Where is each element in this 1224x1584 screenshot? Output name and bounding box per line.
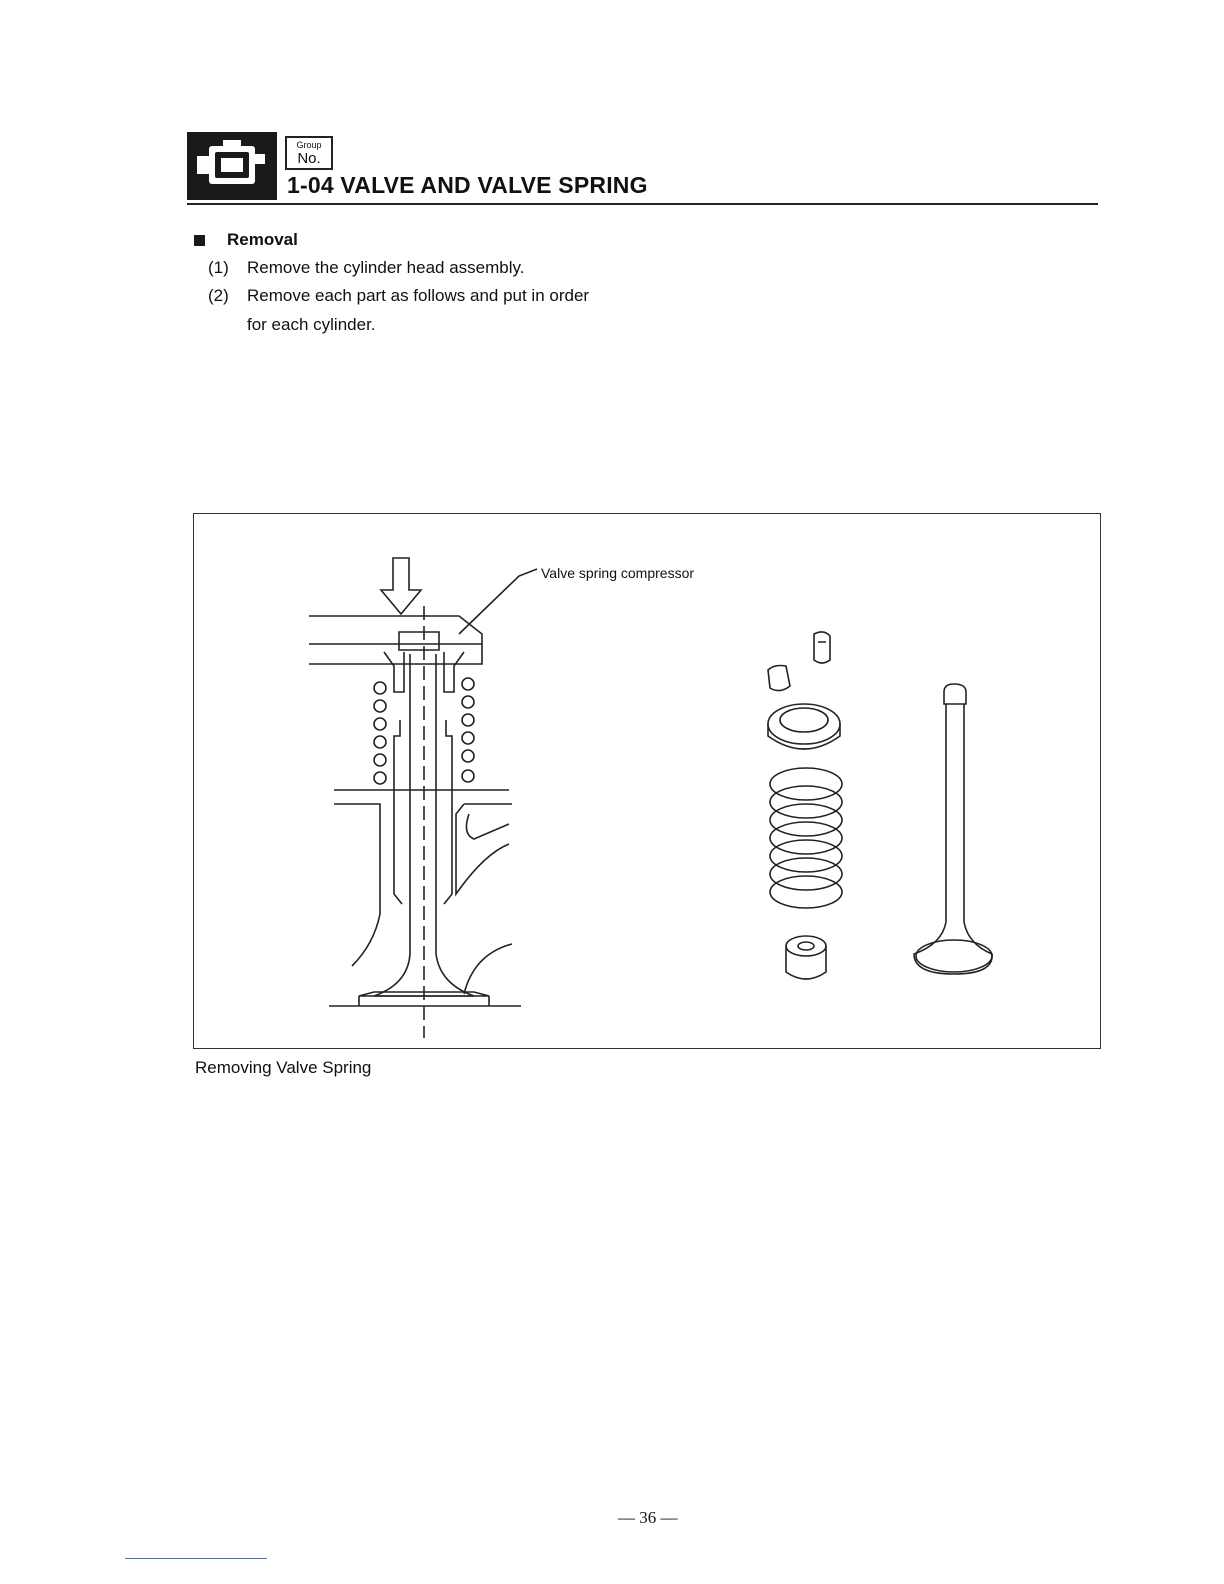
- step-number: (1): [208, 258, 229, 277]
- compressor-plate: [309, 616, 482, 664]
- page-title: 1-04 VALVE AND VALVE SPRING: [287, 172, 648, 198]
- group-number-box: [285, 136, 333, 170]
- compressor-callout-label: Valve spring compressor: [541, 565, 695, 581]
- bottom-divider: [125, 1558, 267, 1559]
- removal-heading: [194, 230, 298, 250]
- title-rule: [187, 203, 1098, 205]
- valve-keeper: [768, 666, 790, 691]
- valve: [914, 684, 992, 974]
- no-label: No.: [297, 150, 321, 167]
- step-text: for each cylinder.: [247, 315, 376, 334]
- step-number: (2): [208, 286, 229, 305]
- removal-heading-text: Removal: [227, 230, 298, 249]
- valve-keeper: [814, 632, 830, 663]
- square-bullet-icon: [194, 235, 205, 246]
- group-label: Group: [296, 140, 322, 150]
- spring-coils-right: [462, 678, 474, 782]
- valve-diagram: [194, 514, 1100, 1048]
- downward-arrow-icon: [381, 558, 421, 614]
- spring-retainer: [768, 704, 840, 749]
- step-text: Remove each part as follows and put in order: [247, 286, 590, 305]
- valve-stem-seal: [786, 936, 826, 979]
- engine-section-icon: [187, 132, 277, 200]
- spring-coils-left: [374, 682, 386, 784]
- figure-caption: Removing Valve Spring: [195, 1058, 372, 1077]
- valve-spring: [770, 768, 842, 908]
- step-text: Remove the cylinder head assembly.: [247, 258, 525, 277]
- figure-frame: [193, 513, 1101, 1049]
- page-number: — 36 —: [618, 1508, 678, 1527]
